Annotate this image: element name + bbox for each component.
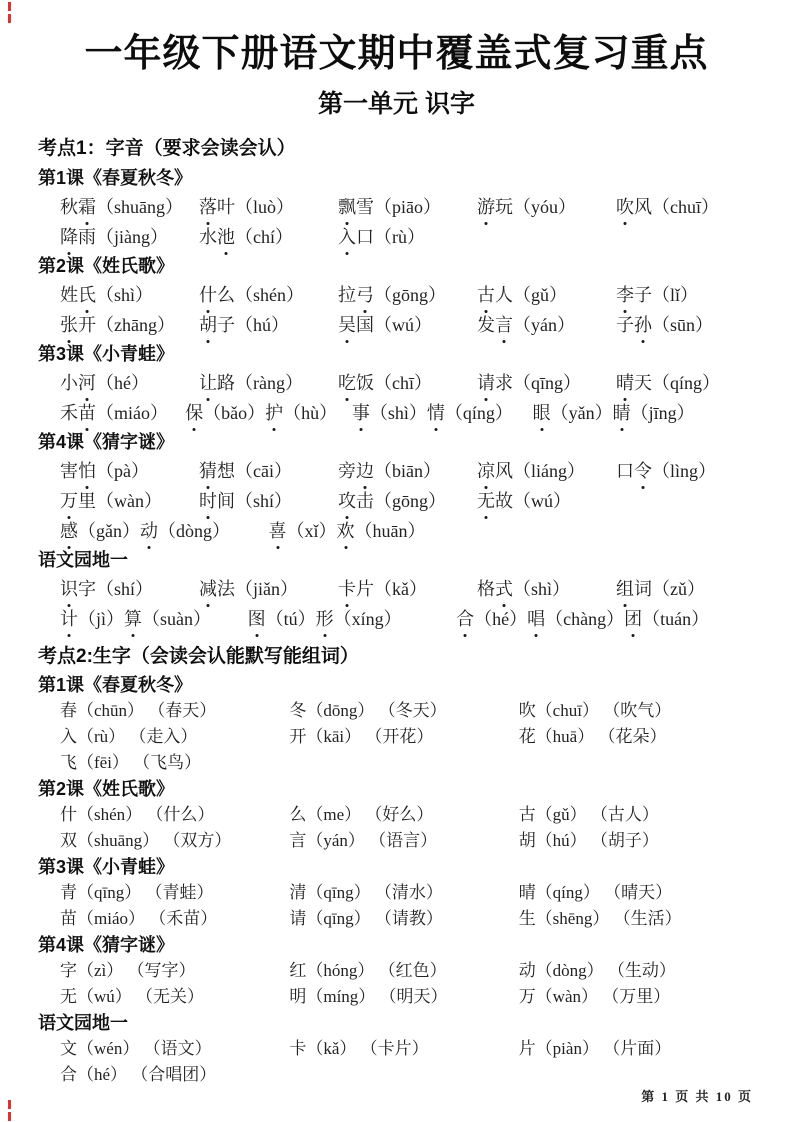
word-entry: 文（wén） （语文） — [60, 1039, 212, 1058]
lesson-group — [38, 932, 755, 1010]
word-entry: 水池（chí） — [199, 222, 338, 252]
word-row — [38, 368, 755, 398]
scan-mark-icon — [8, 14, 11, 23]
word-entry: 动（dòng） （生动） — [518, 961, 676, 980]
word-entry: 时间（shí） — [199, 486, 338, 516]
word-entry: 落叶（luò） — [199, 192, 338, 222]
word-entry: 苗（miáo） （禾苗） — [60, 909, 218, 928]
word-row — [38, 280, 755, 310]
word-entry: 合（hé）唱（chàng）团（tuán） — [456, 604, 755, 634]
lesson-group — [38, 546, 755, 634]
word-row — [38, 750, 755, 776]
content-sections — [38, 134, 755, 1088]
section-heading: 考点1：字音（要求会读会认） — [38, 138, 296, 159]
word-entry: 害怕（pà） — [60, 456, 199, 486]
section-kaodian2 — [38, 642, 755, 1088]
lesson-group — [38, 1010, 755, 1088]
word-entry: 青（qīng） （青蛙） — [60, 883, 214, 902]
page-title: 一年级下册语文期中覆盖式复习重点 — [84, 33, 709, 75]
word-entry: 卡（kǎ） （卡片） — [289, 1039, 429, 1058]
word-entry: 吃饭（chī） — [338, 368, 477, 398]
word-entry: 古人（gǔ） — [477, 280, 616, 310]
lesson-heading: 第1课《春夏秋冬》 — [38, 675, 193, 695]
scan-mark-icon — [8, 1100, 11, 1109]
word-entry: 春（chūn） （春天） — [60, 701, 217, 720]
lesson-heading: 第4课《猜字谜》 — [38, 935, 175, 955]
lesson-heading: 语文园地一 — [38, 550, 128, 570]
word-row — [38, 906, 755, 932]
word-entry: 古（gǔ） （古人） — [518, 805, 659, 824]
word-entry: 发言（yán） — [477, 310, 616, 340]
word-entry: 合（hé） （合唱团） — [60, 1065, 217, 1084]
word-entry: 识字（shí） — [60, 574, 199, 604]
word-entry: 请求（qīng） — [477, 368, 616, 398]
word-row — [38, 192, 755, 222]
word-row — [38, 604, 755, 634]
word-entry: 吴国（wú） — [338, 310, 477, 340]
word-row — [38, 310, 755, 340]
word-entry: 请（qīng） （请教） — [289, 909, 443, 928]
word-entry: 事（shì）情（qíng） — [352, 398, 533, 428]
word-entry: 飞（fēi） （飞鸟） — [60, 753, 202, 772]
word-entry: 无（wú） （无关） — [60, 987, 205, 1006]
lesson-heading: 语文园地一 — [38, 1013, 128, 1033]
section-heading: 考点2:生字（会读会认能默写能组词） — [38, 646, 359, 667]
word-entry: 图（tú）形（xíng） — [248, 604, 457, 634]
word-row — [38, 574, 755, 604]
word-entry: 卡片（kǎ） — [338, 574, 477, 604]
word-entry: 游玩（yóu） — [477, 192, 616, 222]
lesson-group — [38, 252, 755, 340]
word-entry: 感（gǎn）动（dòng） — [60, 516, 269, 546]
word-entry: 什（shén） （什么） — [60, 805, 215, 824]
word-entry: 拉弓（gōng） — [338, 280, 477, 310]
word-entry: 格式（shì） — [477, 574, 616, 604]
word-row — [38, 1062, 755, 1088]
word-entry: 口令（lìng） — [616, 456, 755, 486]
word-entry: 入口（rù） — [338, 222, 477, 252]
word-entry: 攻击（gōng） — [338, 486, 477, 516]
word-entry: 李子（lǐ） — [616, 280, 755, 310]
word-entry: 保（bǎo）护（hù） — [185, 398, 352, 428]
word-entry: 万里（wàn） — [60, 486, 199, 516]
word-entry: 张开（zhāng） — [60, 310, 199, 340]
word-entry: 小河（hé） — [60, 368, 199, 398]
word-row — [38, 1036, 755, 1062]
word-row — [38, 486, 755, 516]
word-row — [38, 724, 755, 750]
word-entry: 清（qīng） （清水） — [289, 883, 443, 902]
word-entry: 吹（chuī） （吹气） — [518, 701, 672, 720]
lesson-heading: 第2课《姓氏歌》 — [38, 256, 175, 276]
word-entry: 胡（hú） （胡子） — [518, 831, 659, 850]
lesson-group — [38, 340, 755, 428]
word-entry: 凉风（liáng） — [477, 456, 616, 486]
word-row — [38, 516, 755, 546]
word-entry: 入（rù） （走入） — [60, 727, 198, 746]
lesson-group — [38, 164, 755, 252]
section-kaodian1 — [38, 134, 755, 634]
word-entry: 明（míng） （明天） — [289, 987, 448, 1006]
word-entry: 冬（dōng） （冬天） — [289, 701, 447, 720]
word-row — [38, 958, 755, 984]
word-entry: 生（shēng） （生活） — [518, 909, 682, 928]
word-entry: 吹风（chuī） — [616, 192, 755, 222]
lesson-heading: 第3课《小青蛙》 — [38, 857, 175, 877]
word-entry: 让路（ràng） — [199, 368, 338, 398]
word-entry: 喜（xǐ）欢（huān） — [269, 516, 756, 546]
scan-mark-icon — [8, 1112, 11, 1121]
word-entry: 姓氏（shì） — [60, 280, 199, 310]
word-entry: 花（huā） （花朵） — [518, 727, 667, 746]
word-row — [38, 456, 755, 486]
word-row — [38, 984, 755, 1010]
word-row — [38, 222, 755, 252]
word-entry: 字（zì） （写字） — [60, 961, 196, 980]
word-row — [38, 698, 755, 724]
word-entry: 红（hóng） （红色） — [289, 961, 447, 980]
lesson-heading: 第3课《小青蛙》 — [38, 344, 175, 364]
word-entry: 晴天（qíng） — [616, 368, 755, 398]
lesson-group — [38, 854, 755, 932]
lesson-group — [38, 672, 755, 776]
word-entry: 组词（zǔ） — [616, 574, 755, 604]
word-entry: 什么（shén） — [199, 280, 338, 310]
word-entry: 飘雪（piāo） — [338, 192, 477, 222]
word-entry: 子孙（sūn） — [616, 310, 755, 340]
word-row — [38, 398, 755, 428]
word-entry: 秋霜（shuāng） — [60, 192, 199, 222]
lesson-group — [38, 776, 755, 854]
word-entry: 胡子（hú） — [199, 310, 338, 340]
word-entry: 晴（qíng） （晴天） — [518, 883, 673, 902]
word-entry: 猜想（cāi） — [199, 456, 338, 486]
word-row — [38, 802, 755, 828]
word-entry: 禾苗（miáo） — [60, 398, 185, 428]
lesson-group — [38, 428, 755, 546]
word-entry: 眼（yǎn）睛（jīng） — [533, 398, 755, 428]
word-entry: 言（yán） （语言） — [289, 831, 438, 850]
word-entry: 么（me） （好么） — [289, 805, 434, 824]
word-entry: 开（kāi） （开花） — [289, 727, 434, 746]
word-row — [38, 880, 755, 906]
unit-subtitle: 第一单元 识字 — [318, 90, 475, 118]
page-number: 第 1 页 共 10 页 — [641, 1089, 753, 1104]
word-entry: 计（jì）算（suàn） — [60, 604, 248, 634]
lesson-heading: 第4课《猜字谜》 — [38, 432, 175, 452]
word-entry: 万（wàn） （万里） — [518, 987, 671, 1006]
scan-mark-icon — [8, 2, 11, 11]
word-entry: 减法（jiǎn） — [199, 574, 338, 604]
lesson-heading: 第1课《春夏秋冬》 — [38, 168, 193, 188]
lesson-heading: 第2课《姓氏歌》 — [38, 779, 175, 799]
word-row — [38, 828, 755, 854]
word-entry: 双（shuāng） （双方） — [60, 831, 232, 850]
word-entry: 片（piàn） （片面） — [518, 1039, 672, 1058]
word-entry: 降雨（jiàng） — [60, 222, 199, 252]
word-entry: 无故（wú） — [477, 486, 616, 516]
word-entry: 旁边（biān） — [338, 456, 477, 486]
